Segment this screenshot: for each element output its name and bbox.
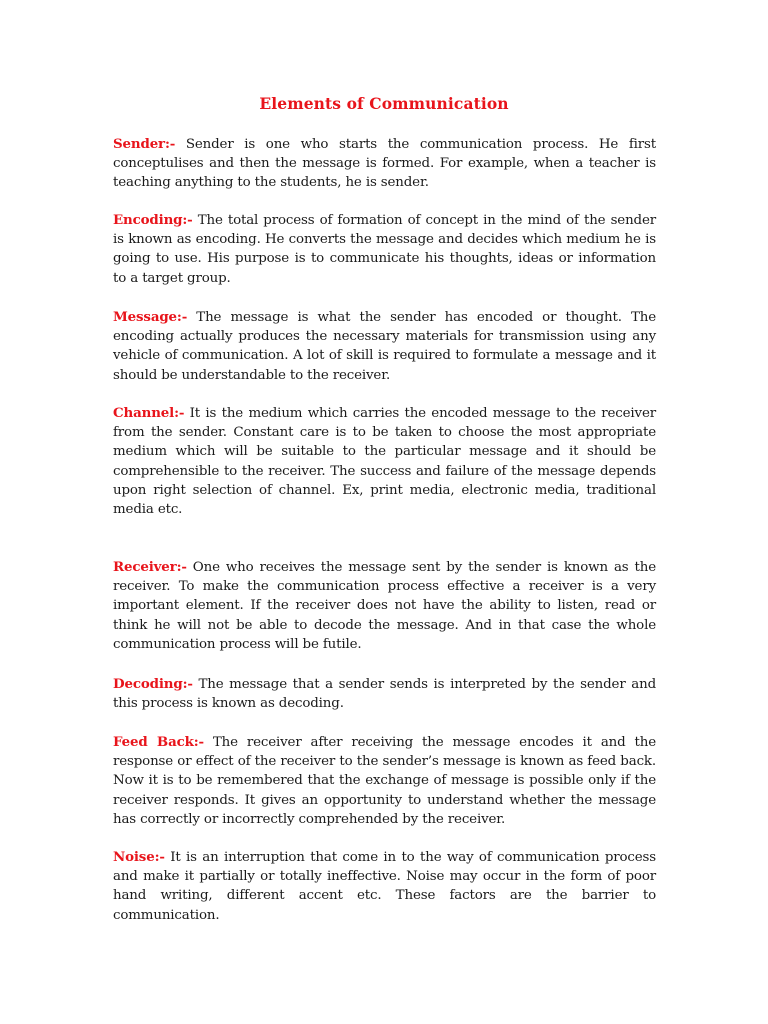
section-noise: [113, 848, 656, 925]
section-feed-back: [113, 733, 656, 829]
term-message: Message:-: [113, 309, 188, 325]
term-sender: Sender:-: [113, 136, 176, 152]
term-noise: Noise:-: [113, 849, 165, 865]
section-decoding: [113, 675, 656, 713]
term-encoding: Encoding:-: [113, 212, 193, 228]
definition-feed-back: The receiver after receiving the message encodes it and the response or effect of the receiver to the sender’s message is known as feed back. Now it is to be remembered that the exchange of message is possible only if the receiver responds. It gives an opportunity to understand whether the message has correctly or incorrectly comprehended by the receiver.: [113, 735, 656, 827]
section-channel: [113, 404, 656, 519]
section-receiver: [113, 558, 656, 654]
definition-receiver: One who receives the message sent by the sender is known as the receiver. To make the communication process effective a receiver is a very important element. If the receiver does not have the ability to listen, read or think he will not be able to decode the message. And in that case the whole communication process will be futile.: [113, 560, 656, 652]
definition-noise: It is an interruption that come in to the way of communication process and make it partially or totally ineffective. Noise may occur in the form of poor hand writing, different accent etc. These factors are the barrier to communication.: [113, 850, 656, 923]
section-encoding: [113, 211, 656, 288]
definition-decoding: The message that a sender sends is interpreted by the sender and this process is known as decoding.: [113, 677, 656, 712]
term-feed-back: Feed Back:-: [113, 734, 204, 750]
definition-encoding: The total process of formation of concept in the mind of the sender is known as encoding. He converts the message and decides which medium he is going to use. His purpose is to communicate his thoughts, ideas or information to a target group.: [113, 213, 656, 286]
term-channel: Channel:-: [113, 405, 185, 421]
term-decoding: Decoding:-: [113, 676, 193, 692]
definition-sender: Sender is one who starts the communication process. He first conceptulises and then the message is formed. For example, when a teacher is teaching anything to the students, he is sender.: [113, 137, 656, 191]
term-receiver: Receiver:-: [113, 559, 187, 575]
definition-message: The message is what the sender has encoded or thought. The encoding actually produces the necessary materials for transmission using any vehicle of communication. A lot of skill is required to formulate a message and it should be understandable to the receiver.: [113, 310, 656, 383]
section-message: [113, 308, 656, 385]
definition-channel: It is the medium which carries the encoded message to the receiver from the sender. Constant care is to be taken to choose the most appropriate medium which will be suitable to the particular message and it should be comprehensible to the receiver. The success and failure of the message depends upon right selection of channel. Ex, print media, electronic media, traditional media etc.: [113, 406, 656, 518]
document-title: Elements of Communication: [259, 94, 509, 113]
section-sender: [113, 135, 656, 193]
